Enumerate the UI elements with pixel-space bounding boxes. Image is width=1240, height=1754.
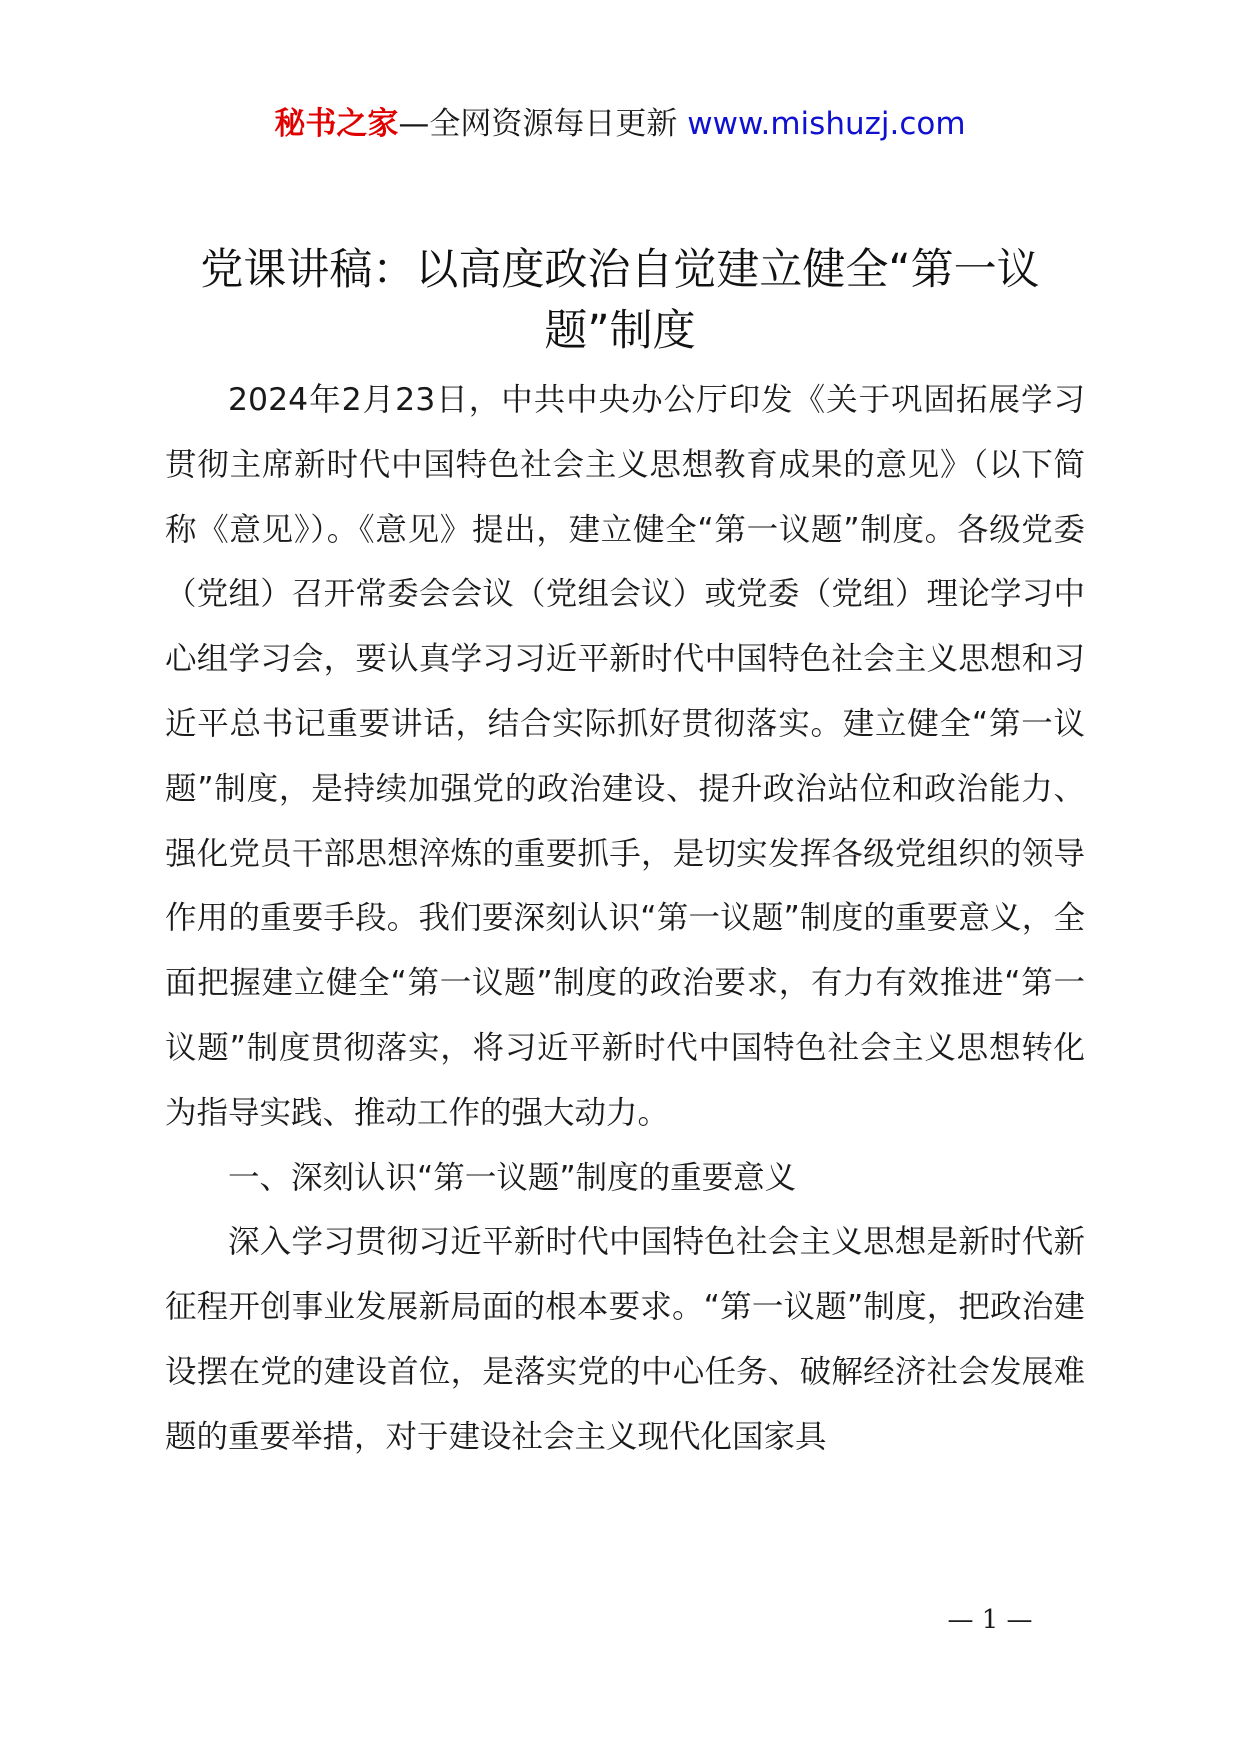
document-title: 党课讲稿：以高度政治自觉建立健全“第一议题”制度 <box>200 245 1040 356</box>
page-number: — 1 — <box>947 1605 1033 1635</box>
site-url-link[interactable]: www.mishuzj.com <box>687 106 966 142</box>
intro-paragraph: 2024年2月23日，中共中央办公厅印发《关于巩固拓展学习贯彻主席新时代中国特色社会主义思想教育成果的意见》（以下简称《意见》）。《意见》提出，建立健全“第一议题”制度。各级党委（党组）召开常委会会议（党组会议）或党委（党组）理论学习中心组学习会，要认真学习习近平新时代中国特色社会主义思想和习近平总书记重要讲话，结合实际抓好贯彻落实。建立健全“第一议题”制度，是持续加强党的政治建设、提升政治站位和政治能力、强化党员干部思想淬炼的重要抓手，是切实发挥各级党组织的领导作用的重要手段。我们要深刻认识“第一议题”制度的重要意义，全面把握建立健全“第一议题”制度的政治要求，有力有效推进“第一议题”制度贯彻落实，将习近平新时代中国特色社会主义思想转化为指导实践、推动工作的强大动力。 <box>165 382 1085 1131</box>
brand-name: 秘书之家 <box>274 106 399 142</box>
section-heading: 一、深刻认识“第一议题”制度的重要意义 <box>228 1159 797 1196</box>
banner-slogan: —全网资源每日更新 <box>398 106 678 142</box>
document-body <box>165 368 1085 1470</box>
site-banner <box>0 100 1240 148</box>
section-paragraph: 深入学习贯彻习近平新时代中国特色社会主义思想是新时代新征程开创事业发展新局面的根本要求。“第一议题”制度，把政治建设摆在党的建设首位，是落实党的中心任务、破解经济社会发展难题的重要举措，对于建设社会主义现代化国家具 <box>165 1224 1085 1455</box>
